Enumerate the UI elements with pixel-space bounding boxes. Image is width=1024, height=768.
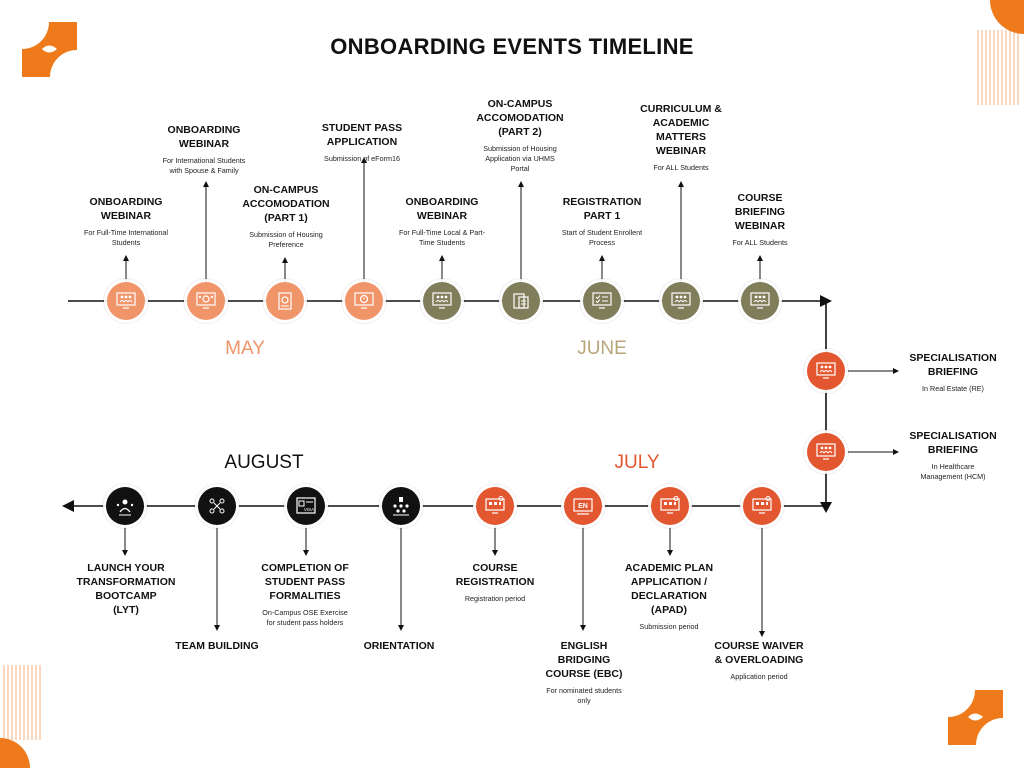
node-english-bridging [564,487,602,525]
node-course-waiver [743,487,781,525]
month-july: JULY [614,452,660,473]
webinar-people-icon [671,291,691,311]
event-curriculum-webinar: CURRICULUM & ACADEMIC MATTERS WEBINAR For ALL Students [640,103,722,172]
webinar-people-icon [116,291,136,311]
node-registration-part1 [583,282,621,320]
month-june: JUNE [577,338,627,359]
node-curriculum-webinar [662,282,700,320]
event-course-waiver: COURSE WAIVER & OVERLOADING Application period [714,640,804,681]
node-onboarding-webinar-1 [107,282,145,320]
webinar-people-icon [750,291,770,311]
node-course-registration [476,487,514,525]
event-apad: ACADEMIC PLAN APPLICATION / DECLARATION (APAD) Submission period [624,562,714,631]
registration-checklist-icon [592,291,612,311]
node-team-building [198,487,236,525]
event-course-registration: COURSE REGISTRATION Registration period [455,562,535,603]
node-student-pass-formalities [287,487,325,525]
event-english-bridging: ENGLISH BRIDGING COURSE (EBC) For nominated students only [545,640,623,705]
housing-document-icon [275,291,295,311]
node-specialisation-hcm [807,433,845,471]
event-onboarding-webinar-3: ONBOARDING WEBINAR For Full-Time Local & Part- Time Students [398,196,485,247]
node-specialisation-re [807,352,845,390]
event-team-building: TEAM BUILDING [175,640,259,652]
node-housing-part1 [266,282,304,320]
pass-application-icon [354,291,374,311]
event-onboarding-webinar-2: ONBOARDING WEBINAR For International Students with Spouse & Family [162,124,246,175]
month-may: MAY [225,338,265,359]
node-course-briefing [741,282,779,320]
node-apad [651,487,689,525]
svg-text:EN: EN [578,503,588,510]
webinar-people-icon [432,291,452,311]
event-housing-part2: ON-CAMPUS ACCOMODATION (PART 2) Submission of Housing Application via UHMS Portal [476,98,564,173]
event-course-briefing: COURSE BRIEFING WEBINAR For ALL Students [732,192,788,247]
event-orientation: ORIENTATION [363,640,435,652]
course-grid-icon [660,496,680,516]
event-lyt-bootcamp: LAUNCH YOUR TRANSFORMATION BOOTCAMP (LYT) [76,562,176,616]
node-onboarding-webinar-3 [423,282,461,320]
node-housing-part2 [502,282,540,320]
event-onboarding-webinar-1: ONBOARDING WEBINAR For Full-Time International Students [83,196,168,247]
svg-text:VISA: VISA [303,507,315,512]
node-onboarding-webinar-2 [187,282,225,320]
event-specialisation-hcm: SPECIALISATION BRIEFING In Healthcare Management (HCM) [909,430,997,481]
team-building-icon [207,496,227,516]
orientation-icon [391,496,411,516]
node-student-pass [345,282,383,320]
left-arrow-head [62,500,74,512]
corner-decoration-bottom-left [0,660,50,768]
node-orientation [382,487,420,525]
webinar-people-icon [816,361,836,381]
node-lyt-bootcamp [106,487,144,525]
webinar-people-icon [816,442,836,462]
event-student-pass-application: STUDENT PASS APPLICATION Submission of eForm16 [321,122,403,163]
page-title: ONBOARDING EVENTS TIMELINE [330,34,694,59]
month-august: AUGUST [224,452,304,473]
bootcamp-launch-icon [115,496,135,516]
visa-card-icon [296,496,316,516]
event-housing-part1: ON-CAMPUS ACCOMODATION (PART 1) Submission of Housing Preference [242,184,330,249]
course-grid-icon [485,496,505,516]
event-specialisation-re: SPECIALISATION BRIEFING In Real Estate (RE) [909,352,997,393]
event-registration-part1: REGISTRATION PART 1 Start of Student Enrollent Process [561,196,643,247]
event-student-pass-formalities: COMPLETION OF STUDENT PASS FORMALITIES On-Campus OSE Exercise for student pass holders [261,562,349,627]
webinar-support-icon [196,291,216,311]
english-course-icon [573,496,593,516]
down-arrow-head [820,502,832,513]
housing-portal-icon [511,291,531,311]
course-grid-icon [752,496,772,516]
brand-logo-bottom-right [948,690,1003,745]
